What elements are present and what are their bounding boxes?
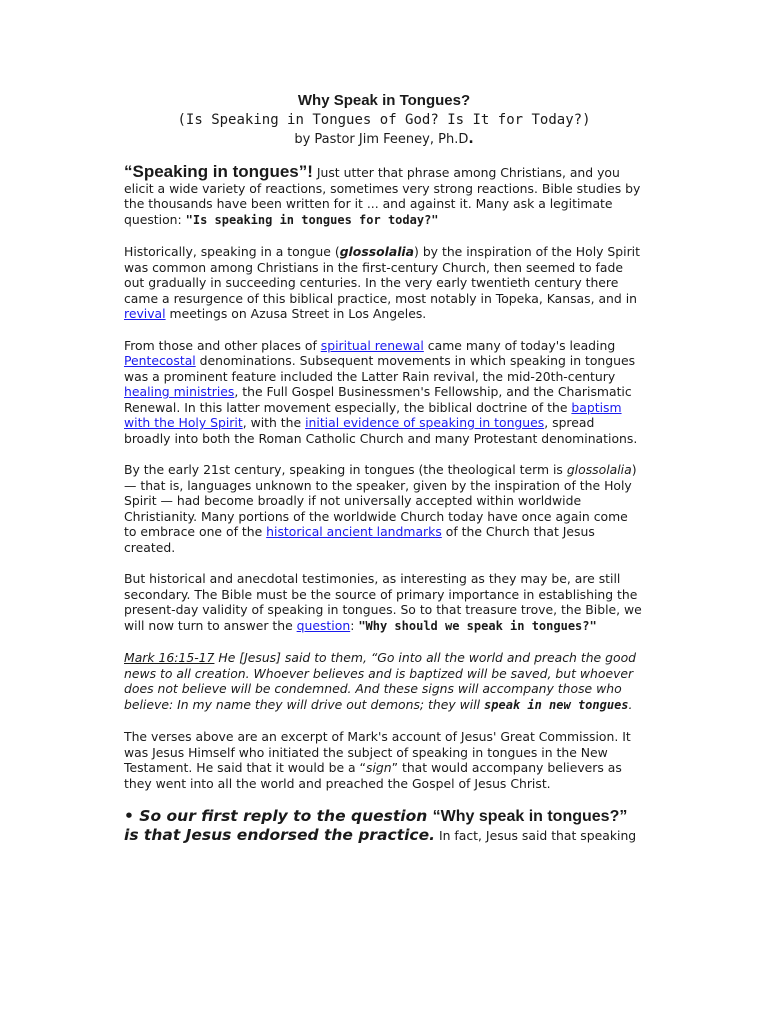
movements-text-2: came many of today's leading bbox=[423, 337, 616, 353]
baptism-holy-spirit-link[interactable]: baptism with the Holy Spirit bbox=[124, 399, 622, 430]
byline-period: . bbox=[468, 131, 474, 147]
commission-text-2: ” that would accompany believers as they went into all the world and preached the Gospel of Jesus Christ. bbox=[124, 760, 622, 791]
century-text-3: of the Church that Jesus created. bbox=[124, 524, 595, 555]
article-body bbox=[124, 164, 644, 845]
history-text-2: ) by the inspiration of the Holy Spirit was common among Christians in the first-century Church, then seemed to fade out gradually in succeeding centuries. In the very early twentieth century there came a resurgence of this biblical practice, most notably in Topeka, Kansas, and in bbox=[124, 244, 640, 306]
intro-question: "Is speaking in tongues for today?" bbox=[185, 212, 439, 227]
question-link[interactable]: question bbox=[296, 617, 351, 633]
reply-question: “Why speak in tongues?” bbox=[432, 808, 628, 825]
paragraph-bible-source bbox=[124, 571, 644, 634]
scripture-text: He [Jesus] said to them, “Go into all the world and preach the good news to all creation. Whoever believes and is baptized will be saved, but whoever does not believe will be condemned. And these signs will accompany those who believe: In my name they will drive out demons; they will bbox=[124, 650, 637, 712]
pentecostal-link[interactable]: Pentecostal bbox=[124, 353, 196, 368]
glossolalia-term: glossolalia bbox=[339, 244, 415, 259]
spiritual-renewal-link[interactable]: spiritual renewal bbox=[320, 337, 424, 353]
revival-link[interactable]: revival bbox=[124, 306, 166, 321]
paragraph-21st-century bbox=[124, 462, 644, 555]
bible-text-2: : bbox=[350, 617, 359, 633]
commission-text-1: The verses above are an excerpt of Mark's account of Jesus' Great Commission. It was Jesus Himself who initiated the subject of speaking in tongues in the New Testament. He said that it would be a “ bbox=[124, 729, 631, 775]
intro-text: Just utter that phrase among Christians, and you elicit a wide variety of reactions, sometimes very strong reactions. Bible studies by the thousands have been written for it ... and against it. Many ask a legitimate question: bbox=[124, 165, 641, 227]
why-speak-question: "Why should we speak in tongues?" bbox=[358, 618, 597, 633]
first-reply-paragraph bbox=[124, 807, 644, 845]
scripture-quote bbox=[124, 650, 644, 713]
document-subtitle: (Is Speaking in Tongues of God? Is It for Today?) bbox=[177, 112, 591, 128]
byline-text: by Pastor Jim Feeney, Ph.D bbox=[294, 132, 469, 147]
movements-text-6: , spread broadly into both the Roman Catholic Church and many Protestant denominations. bbox=[124, 415, 638, 446]
paragraph-intro bbox=[124, 164, 644, 228]
bible-text-1: But historical and anecdotal testimonies, as interesting as they may be, are still secondary. The Bible must be the source of primary importance in establishing the present-day validity of speaking in tongues. So to that treasure trove, the Bible, we will now turn to answer the bbox=[124, 571, 642, 633]
glossolalia-italic: glossolalia bbox=[566, 462, 632, 477]
document-header bbox=[0, 91, 768, 149]
reply-tail: In fact, Jesus said that speaking bbox=[435, 828, 637, 843]
reply-statement: is that Jesus endorsed the practice. bbox=[124, 826, 436, 844]
healing-ministries-link[interactable]: healing ministries bbox=[124, 384, 235, 399]
sign-word: sign bbox=[365, 760, 392, 775]
movements-text-3: denominations. Subsequent movements in which speaking in tongues was a prominent feature included the Latter Rain revival, the mid-20th-century bbox=[124, 353, 636, 384]
initial-evidence-link[interactable]: initial evidence of speaking in tongues bbox=[305, 415, 545, 430]
document-title: Why Speak in Tongues? bbox=[297, 92, 471, 109]
lead-phrase: “Speaking in tongues”! bbox=[124, 162, 313, 181]
movements-text-1: From those and other places of bbox=[124, 337, 321, 353]
paragraph-movements bbox=[124, 338, 644, 447]
century-text-2: ) — that is, languages unknown to the speaker, given by the inspiration of the Holy Spirit — had become broadly if not universally accepted within worldwide Christianity. Many portions of the worldwide Church today have once again come to embrace one of the bbox=[124, 462, 637, 539]
author-byline bbox=[0, 130, 768, 149]
movements-text-5: , with the bbox=[242, 415, 306, 430]
bullet-reply: • So our first reply to the question bbox=[124, 807, 433, 825]
paragraph-great-commission bbox=[124, 729, 644, 791]
paragraph-history bbox=[124, 244, 644, 322]
mark-reference[interactable]: Mark 16:15-17 bbox=[124, 650, 215, 665]
century-text-1: By the early 21st century, speaking in tongues (the theological term is bbox=[124, 462, 567, 477]
ancient-landmarks-link[interactable]: historical ancient landmarks bbox=[266, 524, 442, 539]
scripture-end: . bbox=[628, 696, 633, 712]
history-text-1: Historically, speaking in a tongue ( bbox=[124, 244, 340, 259]
movements-text-4: , the Full Gospel Businessmen's Fellowship, and the Charismatic Renewal. In this latter movement especially, the biblical doctrine of the bbox=[124, 384, 632, 415]
new-tongues-emphasis: speak in new tongues bbox=[484, 697, 629, 712]
history-text-3: meetings on Azusa Street in Los Angeles. bbox=[165, 306, 427, 321]
